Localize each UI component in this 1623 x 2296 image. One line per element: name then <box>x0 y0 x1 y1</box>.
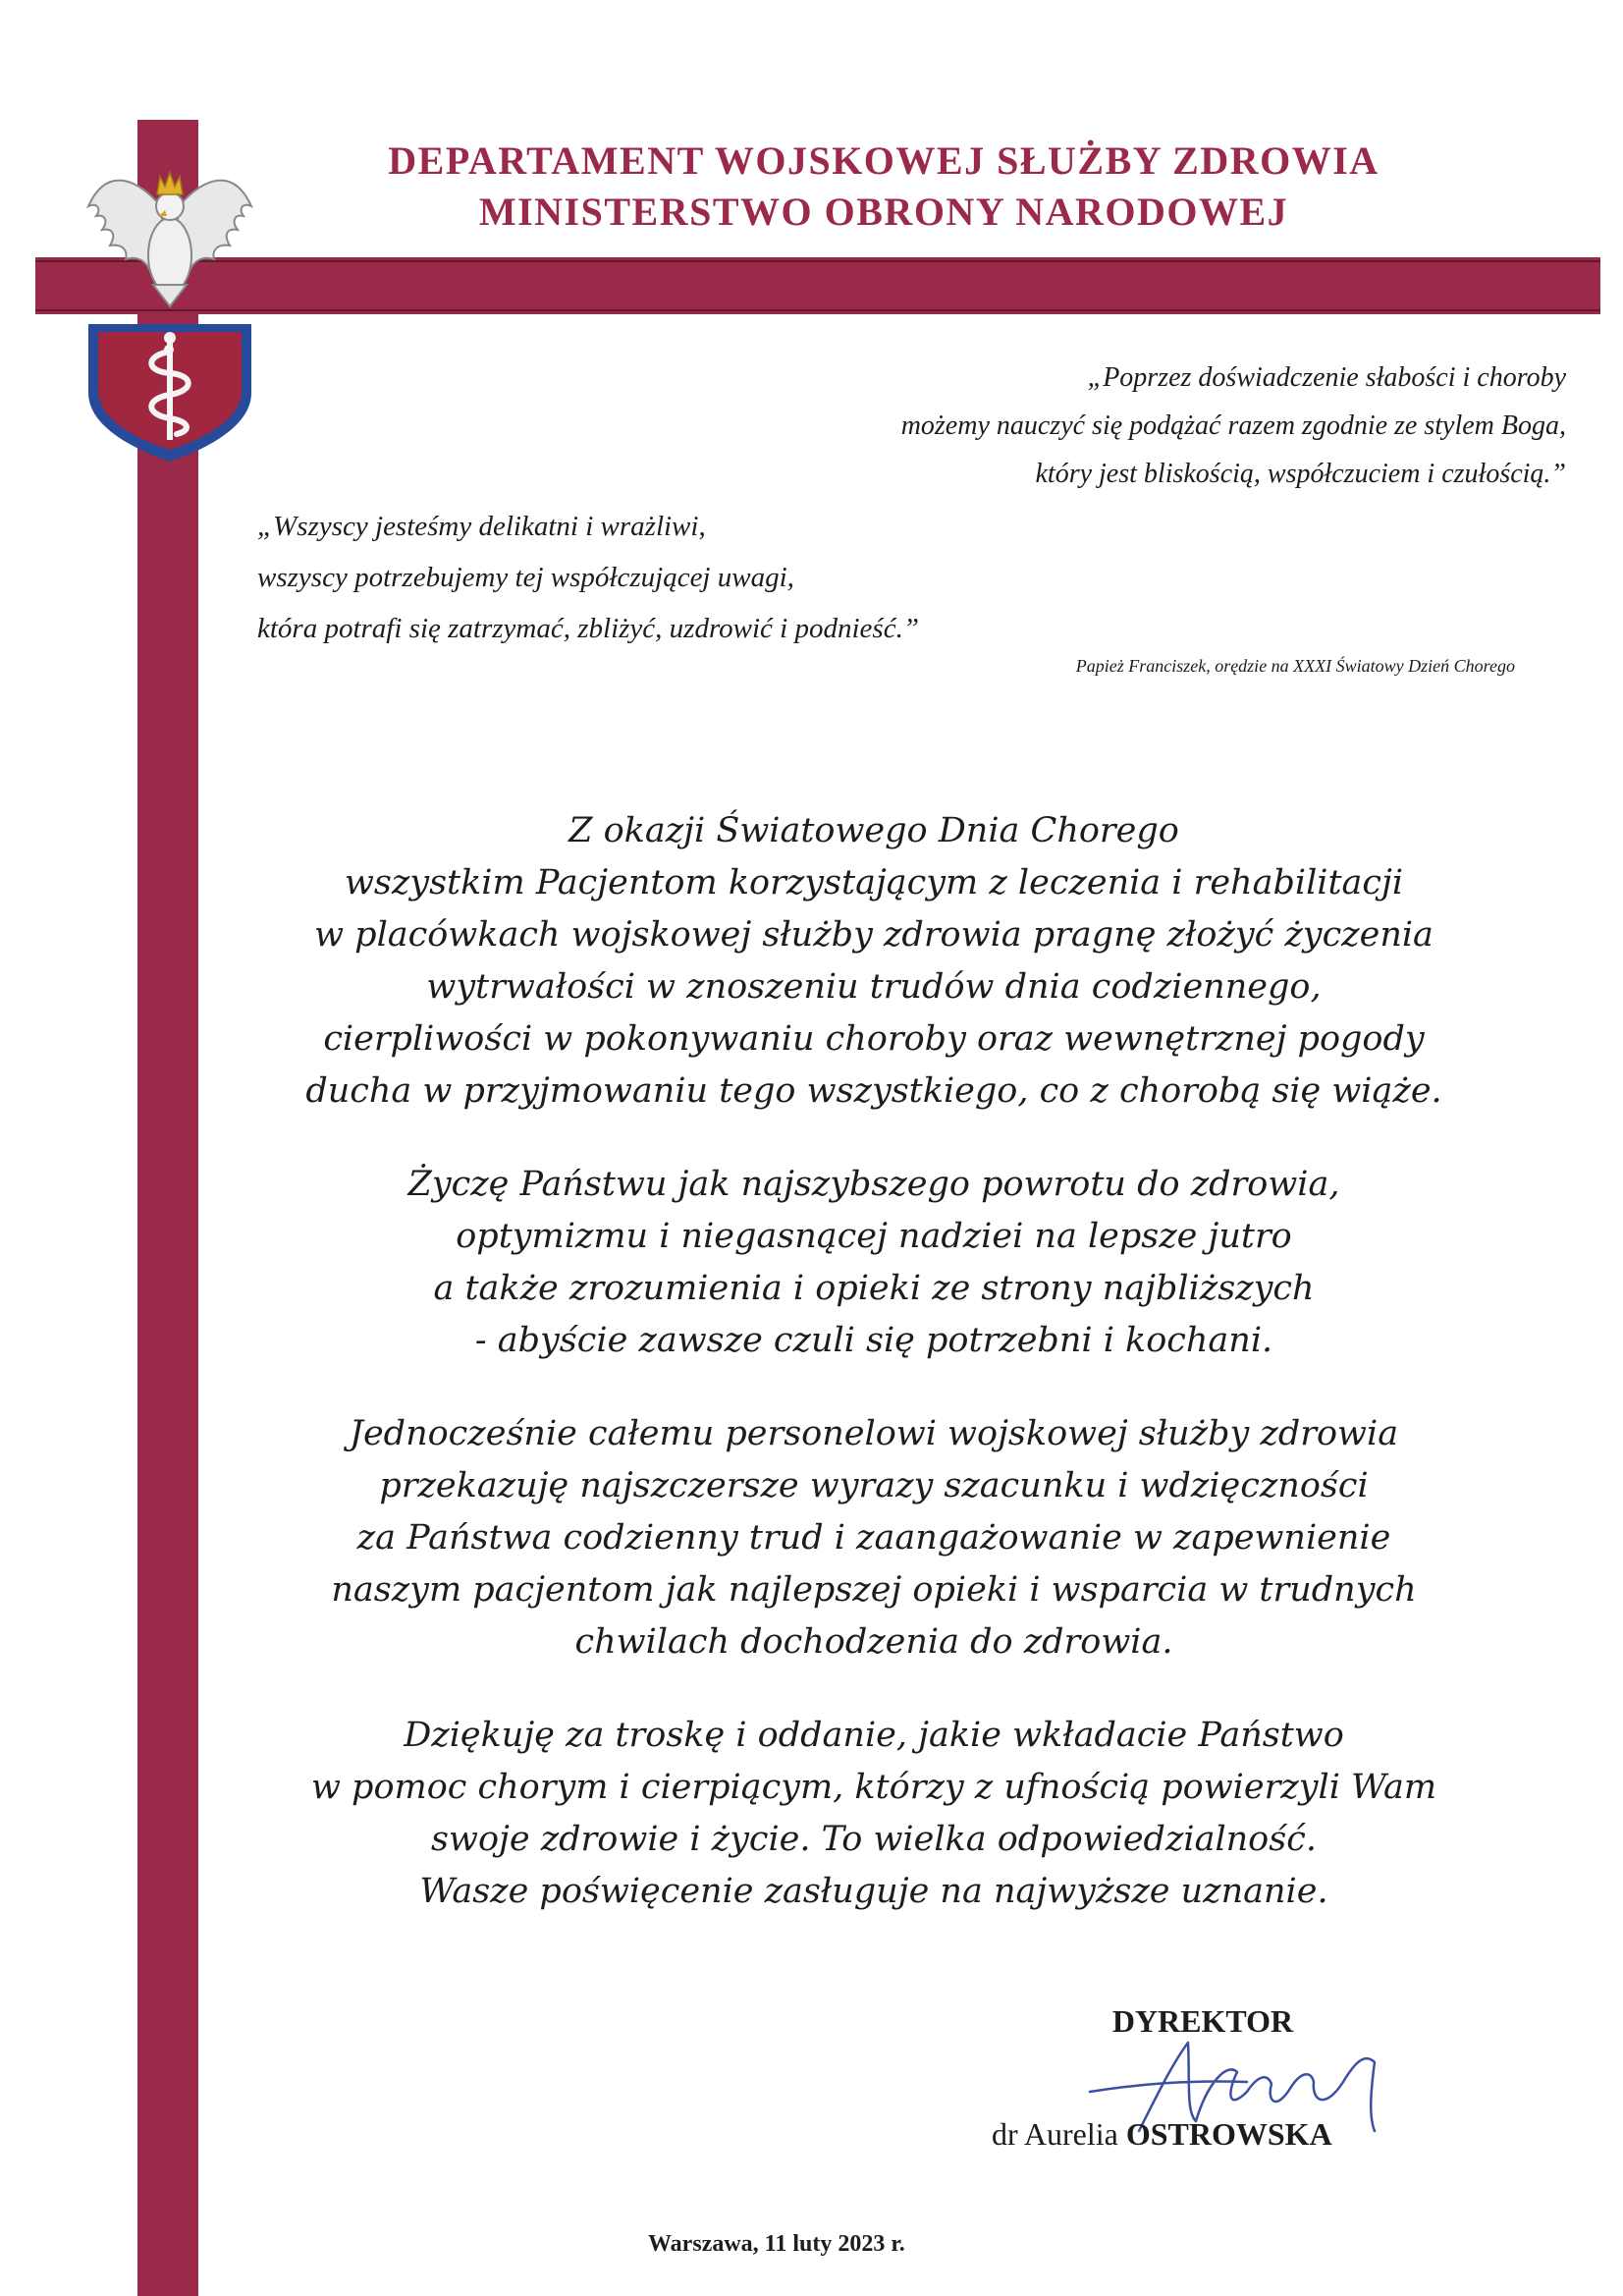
letter-line: - abyście zawsze czuli się potrzebni i kochani. <box>474 1321 1273 1360</box>
letter-line: Wasze poświęcenie zasługuje na najwyższe uznanie. <box>419 1872 1328 1911</box>
letterhead <box>295 136 1473 238</box>
letter-line: za Państwa codzienny trud i zaangażowanie w zapewnienie <box>356 1518 1391 1558</box>
letter-line: Dziękuję za troskę i oddanie, jakie wkładacie Państwo <box>404 1716 1344 1755</box>
letter-line: Jednocześnie całemu personelowi wojskowej służby zdrowia <box>349 1414 1399 1453</box>
quote-line: możemy nauczyć się podążać razem zgodnie ze stylem Boga, <box>900 410 1566 441</box>
quote-line: który jest bliskością, współczuciem i czułością.” <box>1035 459 1566 489</box>
letter-line: ducha w przyjmowaniu tego wszystkiego, co z chorobą się wiąże. <box>305 1071 1442 1111</box>
letter-line: chwilach dochodzenia do zdrowia. <box>574 1622 1173 1662</box>
letter-line: Życzę Państwu jak najszybszego powrotu do zdrowia, <box>407 1165 1340 1204</box>
quote-line: która potrafi się zatrzymać, zbliżyć, uzdrowić i podnieść.” <box>257 613 919 644</box>
letter-line: cierpliwości w pokonywaniu choroby oraz wewnętrznej pogody <box>323 1019 1425 1059</box>
letter-line: w pomoc chorym i cierpiącym, którzy z ufnością powierzyli Wam <box>310 1768 1437 1807</box>
signatory-surname: OSTROWSKA <box>1125 2116 1332 2152</box>
letterhead-ministry: MINISTERSTWO OBRONY NARODOWEJ <box>478 190 1289 234</box>
quote-line: „Poprzez doświadczenie słabości i choroby <box>1087 362 1566 393</box>
letter-line: wszystkim Pacjentom korzystającym z leczenia i rehabilitacji <box>344 863 1404 902</box>
letter-line: przekazuję najszczersze wyrazy szacunku i wdzięczności <box>379 1466 1369 1505</box>
letter-paragraph-1 <box>236 805 1512 1118</box>
letter-line: w placówkach wojskowej służby zdrowia pragnę złożyć życzenia <box>314 915 1434 955</box>
place-and-date: Warszawa, 11 luty 2023 r. <box>648 2231 905 2257</box>
letter-line: swoje zdrowie i życie. To wielka odpowiedzialność. <box>431 1820 1317 1859</box>
letter-paragraph-2 <box>236 1159 1512 1367</box>
letter-line: Z okazji Światowego Dnia Chorego <box>568 811 1179 850</box>
letter-line: optymizmu i niegasnącej nadziei na lepsze jutro <box>456 1217 1292 1256</box>
quote-line: wszyscy potrzebujemy tej współczującej uwagi, <box>257 562 794 593</box>
eagle-shield-asclepius-icon <box>67 137 273 462</box>
quote-line: „Wszyscy jesteśmy delikatni i wrażliwi, <box>257 511 706 542</box>
quote-first <box>584 354 1566 498</box>
letter-line: wytrwałości w znoszeniu trudów dnia codziennego, <box>426 967 1322 1007</box>
letter-line: a także zrozumienia i opieki ze strony najbliższych <box>433 1269 1315 1308</box>
letter-paragraph-3 <box>236 1408 1512 1668</box>
letter-body <box>236 805 1512 1959</box>
quote-source: Papież Franciszek, orędzie na XXXI Światowy Dzień Chorego <box>1075 656 1515 676</box>
letterhead-department: DEPARTAMENT WOJSKOWEJ SŁUŻBY ZDROWIA <box>388 138 1380 183</box>
letter-paragraph-4 <box>236 1710 1512 1918</box>
letter-line: naszym pacjentom jak najlepszej opieki i wsparcia w trudnych <box>331 1570 1417 1610</box>
quote-second <box>257 501 1141 654</box>
signatory-title: DYREKTOR <box>1111 2003 1294 2039</box>
signatory-prefix: dr Aurelia <box>992 2116 1118 2152</box>
signatory-name <box>992 2116 1404 2153</box>
